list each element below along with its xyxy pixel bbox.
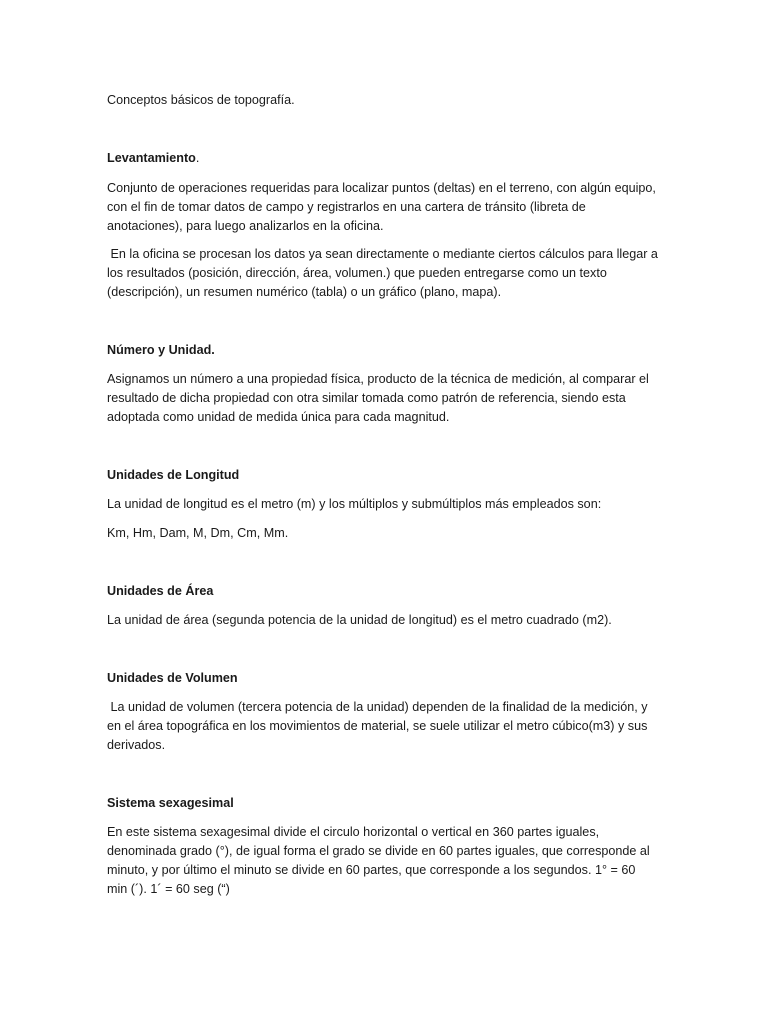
section-heading-sexagesimal: Sistema sexagesimal [107,796,234,810]
paragraph-line: derivados. [107,738,166,752]
paragraph-line: resultado de dicha propiedad con otra similar tomada como patrón de referencia, siendo esta [107,391,626,405]
paragraph-line: Asignamos un número a una propiedad física, producto de la técnica de medición, al comparar el [107,372,649,386]
document-title: Conceptos básicos de topografía. [107,93,295,107]
heading-suffix: . [195,151,200,165]
paragraph-line: Km, Hm, Dam, M, Dm, Cm, Mm. [107,526,289,540]
paragraph-line: minuto, y por último el minuto se divide en 60 partes, que corresponde a los segundos. 1° = 60 [107,863,636,877]
paragraph-line: anotaciones), para luego analizarlos en la oficina. [107,219,384,233]
paragraph-line: adoptada como unidad de medida única para cada magnitud. [107,410,450,424]
paragraph-line: En este sistema sexagesimal divide el circulo horizontal o vertical en 360 partes iguales, [107,825,600,839]
section-heading-volumen: Unidades de Volumen [107,671,238,685]
paragraph-line: min (´). 1´ = 60 seg (“) [107,882,230,896]
paragraph-line: La unidad de longitud es el metro (m) y los múltiplos y submúltiplos más empleados son: [107,497,602,511]
section-heading-levantamiento [107,149,667,168]
paragraph-line: denominada grado (°), de igual forma el grado se divide en 60 partes iguales, que corresponde al [107,844,650,858]
paragraph-line: La unidad de área (segunda potencia de la unidad de longitud) es el metro cuadrado (m2). [107,613,612,627]
paragraph-line: (descripción), un resumen numérico (tabla) o un gráfico (plano, mapa). [107,285,502,299]
paragraph-line: los resultados (posición, dirección, área, volumen.) que pueden entregarse como un texto [107,266,607,280]
paragraph-line: en el área topográfica en los movimientos de material, se suele utilizar el metro cúbico(m3) y sus [107,719,648,733]
paragraph-line: Conjunto de operaciones requeridas para localizar puntos (deltas) en el terreno, con algún equipo, [107,181,656,195]
heading-text: Levantamiento [107,151,196,165]
section-heading-numero-unidad: Número y Unidad. [107,343,215,357]
section-heading-area: Unidades de Área [107,584,214,598]
paragraph-line: La unidad de volumen (tercera potencia de la unidad) dependen de la finalidad de la medición, y [107,700,648,714]
section-heading-longitud: Unidades de Longitud [107,468,240,482]
paragraph-line: En la oficina se procesan los datos ya sean directamente o mediante ciertos cálculos para llegar a [107,247,658,261]
paragraph-line: con el fin de tomar datos de campo y registrarlos en una cartera de tránsito (libreta de [107,200,586,214]
